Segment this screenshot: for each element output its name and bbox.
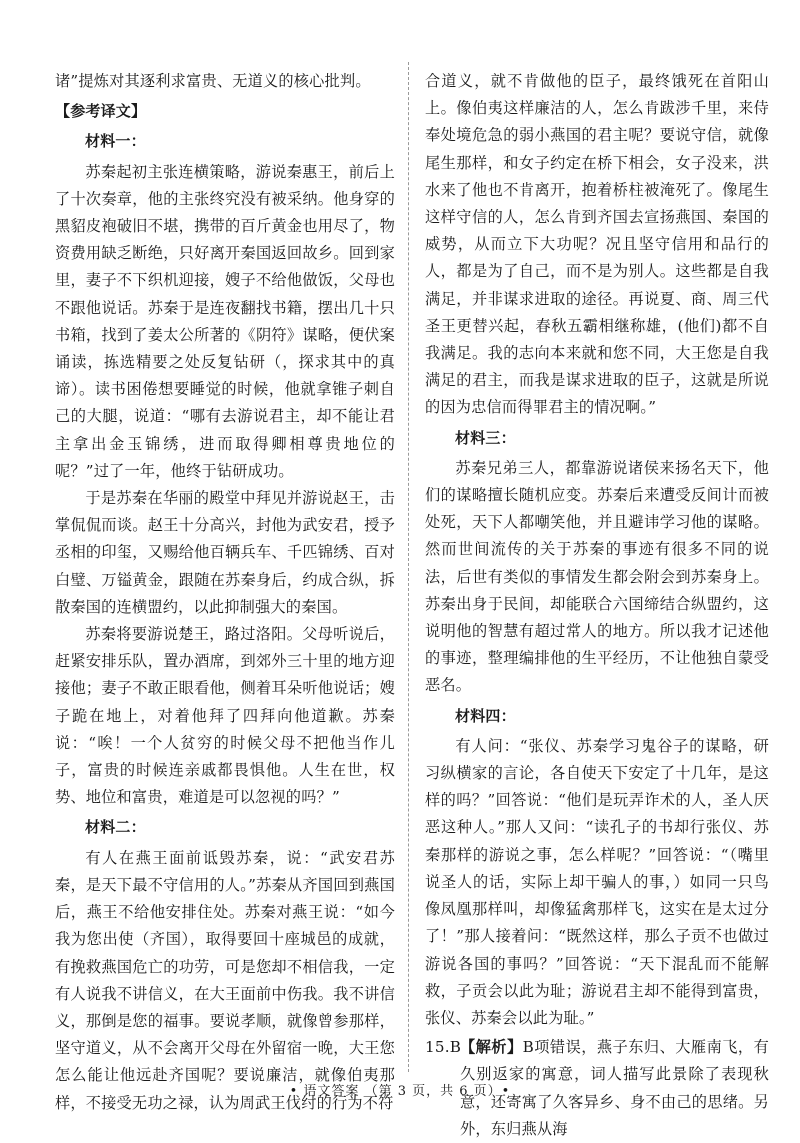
material-one-heading: 材料一： [85,132,146,151]
analysis-text: B项错误，燕子东归、大雁南飞，有久别返家的寓意，词人描写此景除了表现秋意，还寄寓了久客异乡、身不由己的思绪。另外，东归燕从海 [459,1038,769,1138]
material-one-paragraph-1: 苏秦起初主张连横策略，游说秦惠王，前后上了十次奏章，他的主张终究没有被采纳。他身穿的黑貂皮袍破旧不堪，携带的百斤黄金也用尽了，物资费用缺乏断绝，只好离开秦国返回故乡。回到家里，妻子不下织机迎接，嫂子不给他做饭，父母也不跟他说话。苏秦于是连夜翻找书籍，摆出几十只书箱，找到了姜太公所著的《阴符》谋略，便伏案诵读，拣选精要之处反复钻研（，探求其中的真谛）。读书困倦想要睡觉的时候，他就拿锥子刺自己的大腿，说道：“哪有去游说君主，却不能让君主拿出金玉锦绣，进而取得卿相尊贵地位的呢？”过了一年，他终于钻研成功。 [55,162,395,480]
analysis-label: 【解析】 [459,1038,523,1057]
material-four-paragraph: 有人问：“张仪、苏秦学习鬼谷子的谋略，研习纵横家的言论，各自使天下安定了十几年，是这样的吗？”回答说：“他们是玩弄诈术的人，圣人厌恶这种人。”那人又问：“读孔子的书却行张仪、苏秦那样的游说之事，怎么样呢？”回答说：“（嘴里说圣人的话，实际上却干骗人的事，）如同一只鸟像凤凰那样叫，却像猛禽那样飞，这实在是太过分了！”那人接着问：“既然这样，那么子贡不也做过游说各国的事吗？”回答说：“天下混乱而不能解救，子贡会以此为耻；游说君主却不能得到富贵，张仪、苏秦会以此为耻。” [425,736,769,1027]
material-two-paragraph: 有人在燕王面前诋毁苏秦，说：“武安君苏秦，是天下最不守信用的人。”苏秦从齐国回到燕国后，燕王不给他安排住处。苏秦对燕王说：“如今我为您出使（齐国），取得要回十座城邑的成就，有挽救燕国危亡的功劳，可是您却不相信我，一定有人说我不讲信义，在大王面前中伤我。我不讲信义，那倒是您的福事。要说孝顺，就像曾参那样，坚守道义，从不会离开父母在外留宿一晚，大王您怎么能让他远赴齐国呢？要说廉洁，就像伯夷那样，不接受无功之禄，认为周武王伐纣的行为不符 [55,848,395,1112]
material-four-heading: 材料四： [455,706,516,725]
intro-line: 诸”提炼对其逐利求富贵、无道义的核心批判。 [55,72,371,90]
material-one-paragraph-2: 于是苏秦在华丽的殿堂中拜见并游说赵王，击掌侃侃而谈。赵王十分高兴，封他为武安君，授予丞相的印玺，又赐给他百辆兵车、千匹锦绣、百对白璧、万镒黄金，跟随在苏秦身后，约成合纵，拆散秦国的连横盟约，以此抑制强大的秦国。 [55,489,395,616]
right-column [425,68,769,1143]
page-footer: • 语文答案 （第 3 页，共 6 页）• [289,1084,511,1099]
left-column [55,68,395,1117]
reference-translation-heading: 【参考译文】 [55,102,147,121]
column-divider [408,62,409,1072]
material-two-heading: 材料二： [85,818,146,837]
question-number: 15.B [425,1038,462,1057]
material-three-heading: 材料三： [455,428,516,447]
material-two-continuation: 合道义，就不肯做他的臣子，最终饿死在首阳山上。像伯夷这样廉洁的人，怎么肯跋涉千里，来侍奉处境危急的弱小燕国的君主呢？要说守信，就像尾生那样，和女子约定在桥下相会，女子没来，洪水来了他也不肯离开，抱着桥柱被淹死了。像尾生这样守信的人，怎么肯到齐国去宣扬燕国、秦国的威势，从而立下大功呢？况且坚守信用和品行的人，都是为了自己，而不是为别人。这些都是自我满足，并非谋求进取的途径。再说夏、商、周三代圣王更替兴起，春秋五霸相继称雄，(他们)都不自我满足。我的志向本来就和您不同，大王您是自我满足的君主，而我是谋求进取的臣子，这就是所说的因为忠信而得罪君主的情况啊。” [425,72,769,417]
material-one-paragraph-3: 苏秦将要游说楚王，路过洛阳。父母听说后，赶紧安排乐队，置办酒席，到郊外三十里的地方迎接他；妻子不敢正眼看他，侧着耳朵听他说话；嫂子跪在地上，对着他拜了四拜向他道歉。苏秦说：“唉！一个人贫穷的时候父母不把他当作儿子，富贵的时候连亲戚都畏惧他。人生在世，权势、地位和富贵，难道是可以忽视的吗？” [55,625,395,807]
material-three-paragraph: 苏秦兄弟三人，都靠游说诸侯来扬名天下，他们的谋略擅长随机应变。苏秦后来遭受反间计而被处死，天下人都嘲笑他，并且避讳学习他的谋略。然而世间流传的关于苏秦的事迹有很多不同的说法，后世有类似的事情发生都会附会到苏秦身上。苏秦出身于民间，却能联合六国缔结合纵盟约，这说明他的智慧有超过常人的地方。所以我才记述他的事迹，整理编排他的生平经历，不让他独自蒙受恶名。 [425,458,769,695]
